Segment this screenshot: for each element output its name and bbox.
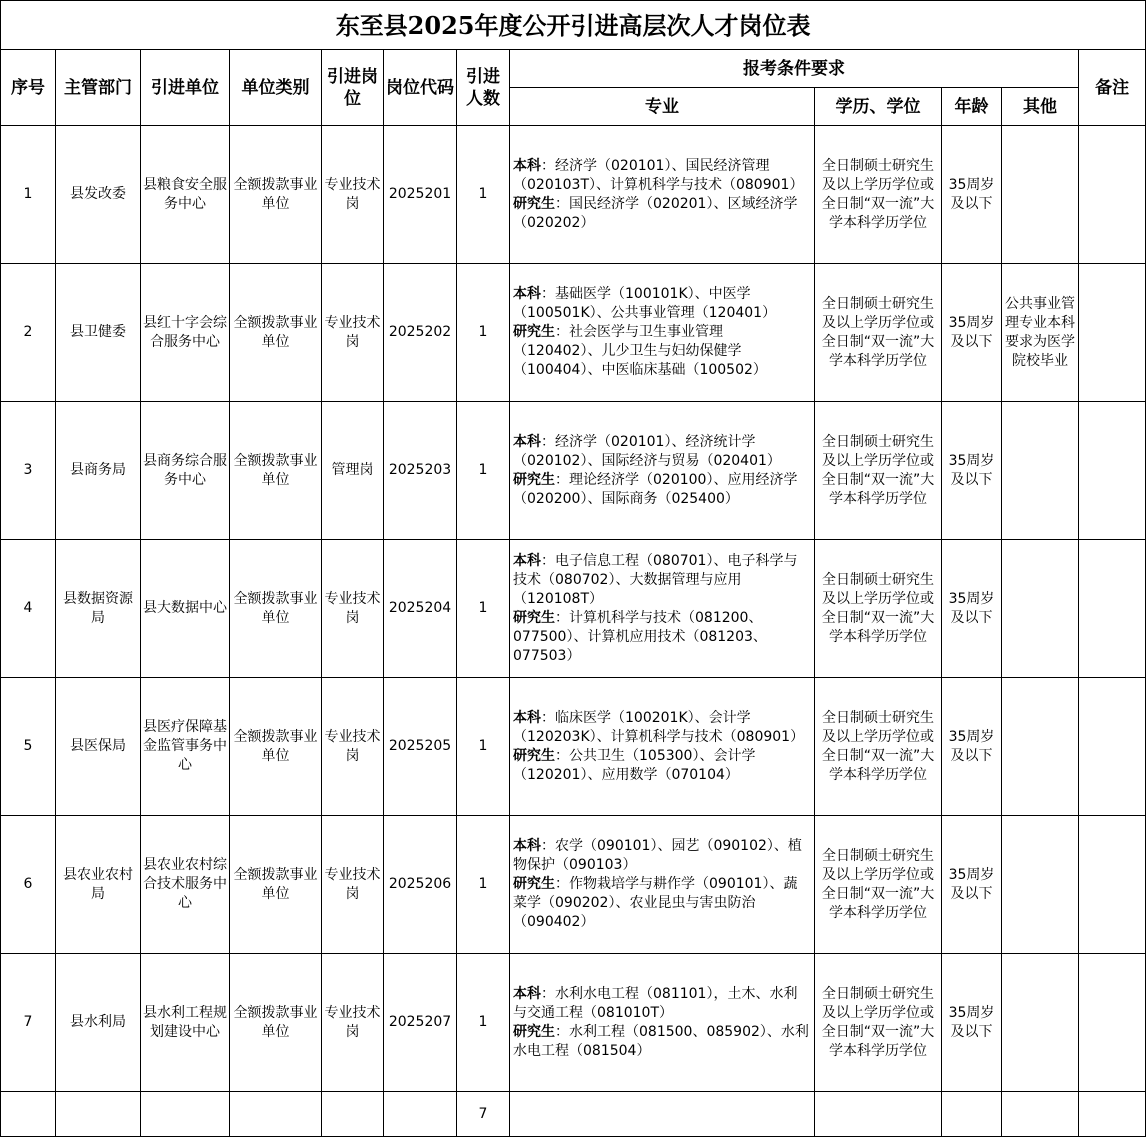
header-other: 其他 xyxy=(1002,88,1079,126)
major-colon: ： xyxy=(555,1023,569,1040)
row-code: 2025205 xyxy=(384,678,457,816)
row-post: 专业技术岗 xyxy=(322,678,384,816)
row-degree: 全日制硕士研究生及以上学历学位或全日制“双一流”大学本科学历学位 xyxy=(815,402,942,540)
row-remark xyxy=(1079,678,1146,816)
total-cell xyxy=(1002,1092,1079,1137)
major-label: 研究生 xyxy=(513,195,555,212)
major-label: 本科 xyxy=(513,985,541,1002)
major-colon: ： xyxy=(555,876,569,892)
row-major xyxy=(510,126,815,264)
row-count: 1 xyxy=(457,540,510,678)
row-major xyxy=(510,402,815,540)
row-unit-type: 全额拨款事业单位 xyxy=(230,402,322,540)
row-major xyxy=(510,954,815,1092)
major-label: 本科 xyxy=(513,286,541,302)
row-other xyxy=(1002,678,1079,816)
row-seq: 5 xyxy=(1,678,56,816)
total-cell xyxy=(1079,1092,1146,1137)
major-label: 本科 xyxy=(513,838,541,854)
total-cell xyxy=(322,1092,384,1137)
row-seq: 6 xyxy=(1,816,56,954)
header-requirements: 报考条件要求 xyxy=(510,50,1079,88)
header-age: 年龄 xyxy=(942,88,1002,126)
major-colon: ： xyxy=(541,838,555,854)
row-dept: 县水利局 xyxy=(56,954,141,1092)
major-label: 研究生 xyxy=(513,876,555,892)
row-remark xyxy=(1079,264,1146,402)
row-count: 1 xyxy=(457,678,510,816)
major-text: 国民经济学（020201）、区域经济学（020202） xyxy=(513,195,798,231)
row-count: 1 xyxy=(457,126,510,264)
row-unit: 县医疗保障基金监管事务中心 xyxy=(141,678,230,816)
major-label: 研究生 xyxy=(513,747,555,764)
row-post: 专业技术岗 xyxy=(322,954,384,1092)
row-count: 1 xyxy=(457,816,510,954)
row-unit: 县大数据中心 xyxy=(141,540,230,678)
total-cell xyxy=(141,1092,230,1137)
row-remark xyxy=(1079,816,1146,954)
row-unit-type: 全额拨款事业单位 xyxy=(230,126,322,264)
row-dept: 县农业农村局 xyxy=(56,816,141,954)
row-remark xyxy=(1079,954,1146,1092)
table-row xyxy=(1,402,1146,540)
major-text: 经济学（020101）、国民经济管理（020103T）、计算机科学与技术（080901） xyxy=(513,157,804,193)
table-row xyxy=(1,126,1146,264)
major-text: 电子信息工程（080701）、电子科学与技术（080702）、大数据管理与应用（120108T） xyxy=(513,552,798,607)
row-age: 35周岁及以下 xyxy=(942,816,1002,954)
row-post: 专业技术岗 xyxy=(322,126,384,264)
major-label: 研究生 xyxy=(513,1023,555,1040)
major-text: 水利工程（081500、085902）、水利水电工程（081504） xyxy=(513,1023,809,1059)
row-unit: 县商务综合服务中心 xyxy=(141,402,230,540)
row-unit: 县粮食安全服务中心 xyxy=(141,126,230,264)
row-age: 35周岁及以下 xyxy=(942,264,1002,402)
major-label: 研究生 xyxy=(513,609,555,626)
row-unit-type: 全额拨款事业单位 xyxy=(230,540,322,678)
row-code: 2025204 xyxy=(384,540,457,678)
row-dept: 县商务局 xyxy=(56,402,141,540)
major-text: 基础医学（100101K）、中医学（100501K）、公共事业管理（120401） xyxy=(513,286,777,321)
major-text: 理论经济学（020100）、应用经济学（020200）、国际商务（025400） xyxy=(513,471,798,507)
row-degree: 全日制硕士研究生及以上学历学位或全日制“双一流”大学本科学历学位 xyxy=(815,264,942,402)
row-major xyxy=(510,540,815,678)
total-cell xyxy=(230,1092,322,1137)
row-age: 35周岁及以下 xyxy=(942,954,1002,1092)
major-text: 临床医学（100201K）、会计学（120203K）、计算机科学与技术（080901） xyxy=(513,709,805,745)
row-other: 公共事业管理专业本科要求为医学院校毕业 xyxy=(1002,264,1079,402)
row-remark xyxy=(1079,402,1146,540)
major-label: 本科 xyxy=(513,433,541,450)
row-post: 专业技术岗 xyxy=(322,540,384,678)
row-unit-type: 全额拨款事业单位 xyxy=(230,816,322,954)
table-body xyxy=(1,126,1146,1092)
header-unit: 引进单位 xyxy=(141,50,230,126)
row-count: 1 xyxy=(457,402,510,540)
major-colon: ： xyxy=(541,286,555,302)
row-post: 管理岗 xyxy=(322,402,384,540)
row-major xyxy=(510,678,815,816)
row-unit-type: 全额拨款事业单位 xyxy=(230,264,322,402)
total-cell xyxy=(942,1092,1002,1137)
header-degree: 学历、学位 xyxy=(815,88,942,126)
row-code: 2025206 xyxy=(384,816,457,954)
total-cell xyxy=(815,1092,942,1137)
major-colon: ： xyxy=(555,471,569,488)
row-remark xyxy=(1079,540,1146,678)
header-post: 引进岗位 xyxy=(322,50,384,126)
row-degree: 全日制硕士研究生及以上学历学位或全日制“双一流”大学本科学历学位 xyxy=(815,126,942,264)
row-seq: 1 xyxy=(1,126,56,264)
row-seq: 2 xyxy=(1,264,56,402)
table-row xyxy=(1,816,1146,954)
header-dept: 主管部门 xyxy=(56,50,141,126)
header-major: 专业 xyxy=(510,88,815,126)
header-count: 引进人数 xyxy=(457,50,510,126)
row-seq: 7 xyxy=(1,954,56,1092)
row-code: 2025207 xyxy=(384,954,457,1092)
row-post: 专业技术岗 xyxy=(322,816,384,954)
row-unit: 县红十字会综合服务中心 xyxy=(141,264,230,402)
major-text: 农学（090101）、园艺（090102）、植物保护（090103） xyxy=(513,838,802,873)
row-age: 35周岁及以下 xyxy=(942,402,1002,540)
major-colon: ： xyxy=(555,747,569,764)
row-other xyxy=(1002,540,1079,678)
total-cell xyxy=(56,1092,141,1137)
row-other xyxy=(1002,816,1079,954)
header-code: 岗位代码 xyxy=(384,50,457,126)
major-colon: ： xyxy=(541,157,555,174)
row-degree: 全日制硕士研究生及以上学历学位或全日制“双一流”大学本科学历学位 xyxy=(815,816,942,954)
major-text: 社会医学与卫生事业管理（120402）、儿少卫生与妇幼保健学（100404）、中医临床基础（100502） xyxy=(513,324,767,378)
row-post: 专业技术岗 xyxy=(322,264,384,402)
major-text: 计算机科学与技术（081200、077500）、计算机应用技术（081203、077503） xyxy=(513,609,767,664)
row-code: 2025203 xyxy=(384,402,457,540)
row-unit-type: 全额拨款事业单位 xyxy=(230,678,322,816)
row-age: 35周岁及以下 xyxy=(942,540,1002,678)
major-text: 公共卫生（105300）、会计学（120201）、应用数学（070104） xyxy=(513,747,756,783)
row-unit: 县农业农村综合技术服务中心 xyxy=(141,816,230,954)
total-cell xyxy=(384,1092,457,1137)
row-age: 35周岁及以下 xyxy=(942,678,1002,816)
header-unit-type: 单位类别 xyxy=(230,50,322,126)
total-cell xyxy=(1,1092,56,1137)
major-text: 水利水电工程（081101），土木、水利与交通工程（081010T） xyxy=(513,985,798,1021)
row-other xyxy=(1002,402,1079,540)
major-colon: ： xyxy=(555,324,569,340)
row-dept: 县发改委 xyxy=(56,126,141,264)
major-text: 作物栽培学与耕作学（090101）、蔬菜学（090202）、农业昆虫与害虫防治（090402） xyxy=(513,876,798,930)
major-colon: ： xyxy=(541,985,555,1002)
row-degree: 全日制硕士研究生及以上学历学位或全日制“双一流”大学本科学历学位 xyxy=(815,954,942,1092)
major-label: 本科 xyxy=(513,552,541,569)
total-cell xyxy=(510,1092,815,1137)
major-text: 经济学（020101）、经济统计学（020102）、国际经济与贸易（020401） xyxy=(513,433,781,469)
major-colon: ： xyxy=(541,552,555,569)
row-remark xyxy=(1079,126,1146,264)
row-seq: 3 xyxy=(1,402,56,540)
row-other xyxy=(1002,126,1079,264)
row-major xyxy=(510,816,815,954)
major-label: 研究生 xyxy=(513,324,555,340)
row-count: 1 xyxy=(457,954,510,1092)
row-count: 1 xyxy=(457,264,510,402)
table-row xyxy=(1,954,1146,1092)
major-colon: ： xyxy=(541,709,555,726)
major-label: 本科 xyxy=(513,157,541,174)
row-dept: 县数据资源局 xyxy=(56,540,141,678)
row-degree: 全日制硕士研究生及以上学历学位或全日制“双一流”大学本科学历学位 xyxy=(815,678,942,816)
table-row xyxy=(1,264,1146,402)
row-dept: 县医保局 xyxy=(56,678,141,816)
major-colon: ： xyxy=(555,195,569,212)
row-major xyxy=(510,264,815,402)
row-age: 35周岁及以下 xyxy=(942,126,1002,264)
table-row xyxy=(1,540,1146,678)
row-code: 2025202 xyxy=(384,264,457,402)
row-seq: 4 xyxy=(1,540,56,678)
row-degree: 全日制硕士研究生及以上学历学位或全日制“双一流”大学本科学历学位 xyxy=(815,540,942,678)
header-seq: 序号 xyxy=(1,50,56,126)
header-remark: 备注 xyxy=(1079,50,1146,126)
major-colon: ： xyxy=(555,609,569,626)
row-other xyxy=(1002,954,1079,1092)
row-code: 2025201 xyxy=(384,126,457,264)
page-title: 东至县2025年度公开引进高层次人才岗位表 xyxy=(1,1,1146,50)
row-dept: 县卫健委 xyxy=(56,264,141,402)
table-row xyxy=(1,678,1146,816)
row-unit: 县水利工程规划建设中心 xyxy=(141,954,230,1092)
total-count: 7 xyxy=(457,1092,510,1137)
major-colon: ： xyxy=(541,433,555,450)
total-row xyxy=(1,1092,1146,1137)
row-unit-type: 全额拨款事业单位 xyxy=(230,954,322,1092)
major-label: 研究生 xyxy=(513,471,555,488)
major-label: 本科 xyxy=(513,709,541,726)
